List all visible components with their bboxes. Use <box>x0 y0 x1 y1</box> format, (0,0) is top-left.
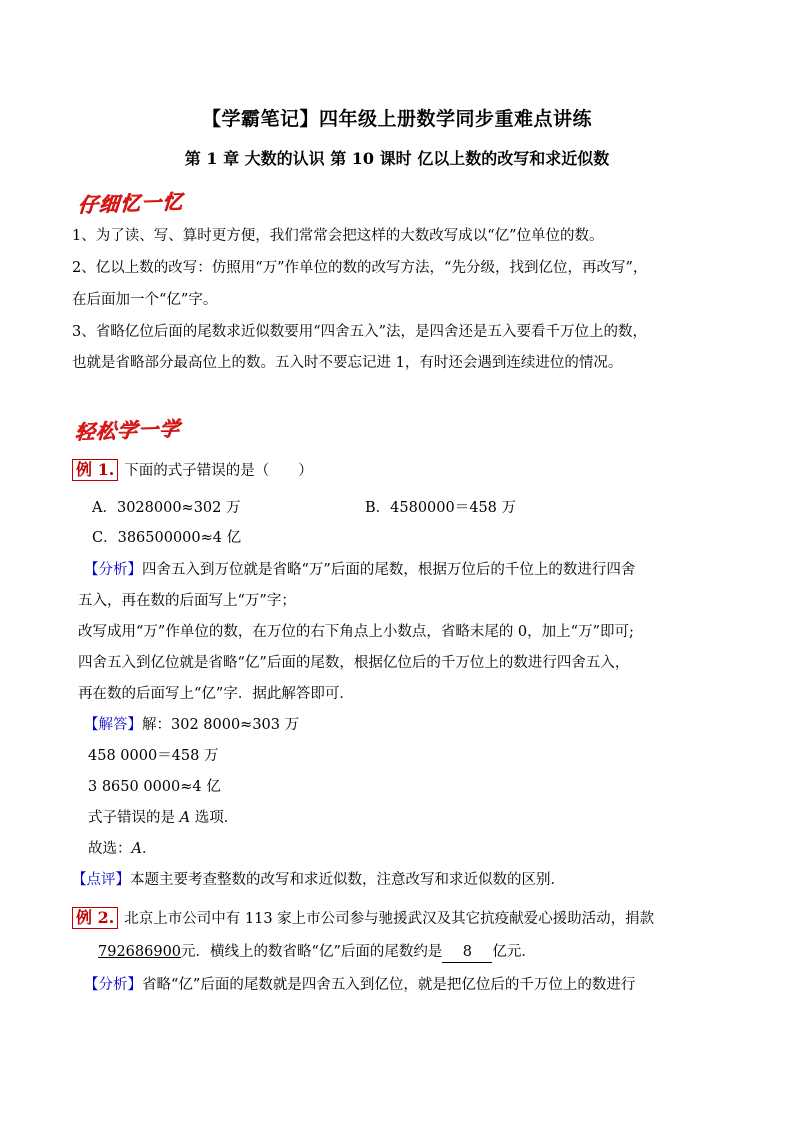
page-subtitle: 第 1 章 大数的认识 第 10 课时 亿以上数的改写和求近似数 <box>184 149 610 168</box>
example-1-analysis-3: 改写成用“万”作单位的数，在万位的右下角点上小数点，省略末尾的 0，加上“万”即可; <box>78 624 634 640</box>
example-1-solution-3: 3 8650 0000≈4 亿 <box>88 779 221 795</box>
example-2-answer-blank: 8 <box>442 942 492 963</box>
section-heading-review: 仔细忆一忆 <box>76 189 184 217</box>
example-2-analysis-1: 省略“亿”后面的尾数就是四舍五入到亿位，就是把亿位后的千万位上的数进行 <box>142 977 636 993</box>
example-2-question-row-2 <box>98 942 536 963</box>
example-1-analysis-5: 再在数的后面写上“亿”字．据此解答即可． <box>78 686 354 702</box>
example-1-solution-1: 解：302 8000≈303 万 <box>142 717 300 733</box>
section-heading-learn: 轻松学一学 <box>73 416 181 444</box>
example-1-solution-5 <box>88 839 156 859</box>
example-2-analysis-label: 【分析】 <box>84 977 142 993</box>
example-1-option-c: C．386500000≈4 亿 <box>92 530 242 546</box>
analysis-label: 【分析】 <box>84 562 142 578</box>
example-1-question-row <box>72 459 313 481</box>
solution-4-text: 式子错误的是 <box>88 810 180 826</box>
review-label: 【点评】 <box>72 872 130 888</box>
example-2-analysis-row-1 <box>84 975 635 995</box>
note-3-line-2: 也就是省略部分最高位上的数。五入时不要忘记进 1，有时还会遇到连续进位的情况。 <box>72 355 623 371</box>
note-2-line-1: 2、亿以上数的改写：仿照用“万”作单位的数的改写方法，“先分级，找到亿位，再改写”， <box>72 260 648 276</box>
example-1-solution-row-1 <box>84 715 299 735</box>
example-1-analysis-1: 四舍五入到万位就是省略“万”后面的尾数，根据万位后的千位上的数进行四舍 <box>142 562 636 578</box>
example-1-question: 下面的式子错误的是（ ） <box>124 463 313 479</box>
example-2-question-2: 元．横线上的数省略“亿”后面的尾数约是 <box>181 944 443 960</box>
note-1: 1、为了读、写、算时更方便，我们常常会把这样的大数改写成以“亿”位单位的数。 <box>72 228 604 244</box>
solution-5-suffix: ． <box>141 841 157 857</box>
solution-5-answer: A <box>131 841 142 857</box>
example-2-tag: 例 2. <box>72 907 118 929</box>
note-2-line-2: 在后面加一个“亿”字。 <box>72 292 218 308</box>
solution-4-answer: A <box>179 810 191 826</box>
solution-label: 【解答】 <box>84 717 142 733</box>
solution-4-suffix: 选项． <box>190 810 239 826</box>
example-2-question-2-end: 亿元． <box>492 944 536 960</box>
example-1-option-a: A．3028000≈302 万 <box>92 500 241 516</box>
example-1-solution-4 <box>88 808 238 828</box>
example-1-option-b: B．4580000＝458 万 <box>365 500 517 516</box>
example-1-tag: 例 1. <box>72 459 118 481</box>
example-1-review: 本题主要考查整数的改写和求近似数，注意改写和求近似数的区别． <box>130 872 565 888</box>
solution-5-text: 故选： <box>88 841 132 857</box>
example-2-question-row-1 <box>72 907 654 929</box>
example-2-amount: 792686900 <box>98 944 182 960</box>
page-title: 【学霸笔记】四年级上册数学同步重难点讲练 <box>201 108 592 130</box>
example-1-analysis-row-1 <box>84 560 635 580</box>
example-1-solution-2: 458 0000＝458 万 <box>88 748 219 764</box>
example-1-analysis-4: 四舍五入到亿位就是省略“亿”后面的尾数，根据亿位后的千万位上的数进行四舍五入， <box>78 655 630 671</box>
example-1-analysis-2: 五入，再在数的后面写上“万”字； <box>78 593 296 609</box>
note-3-line-1: 3、省略亿位后面的尾数求近似数要用“四舍五入”法，是四舍还是五入要看千万位上的数， <box>72 324 648 340</box>
example-2-question-1: 北京上市公司中有 113 家上市公司参与驰援武汉及其它抗疫献爱心援助活动，捐款 <box>124 911 655 927</box>
example-1-review-row <box>72 870 565 890</box>
